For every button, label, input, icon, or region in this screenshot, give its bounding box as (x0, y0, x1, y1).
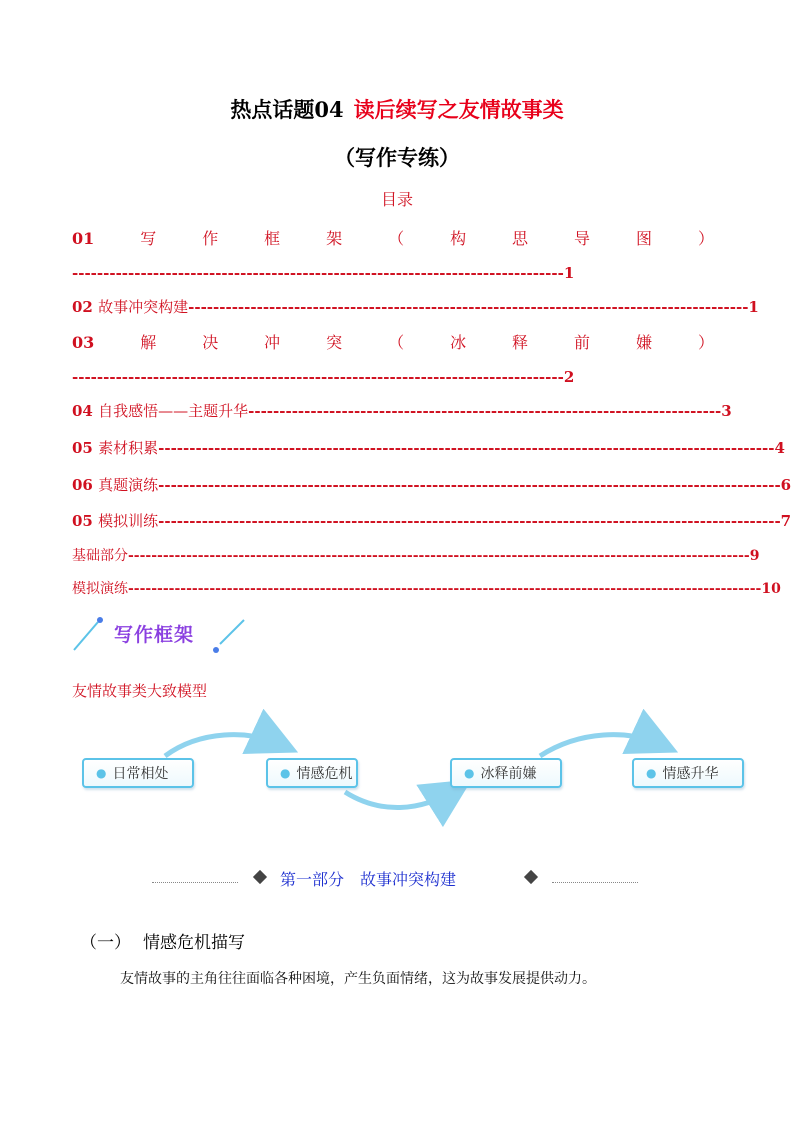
toc-number: 05 (72, 512, 93, 530)
flow-step-label: 冰释前嫌 (480, 766, 537, 782)
toc-char: ） (697, 229, 714, 248)
flow-step-elevate (632, 758, 744, 788)
toc-leader: ----------------------------------------------------------------------------------------------------6 (158, 476, 792, 494)
flow-step-label: 情感升华 (662, 766, 719, 782)
part-divider-left (152, 882, 238, 883)
toc-leader: -------------------------------------------------------------------------------------------------------------10 (128, 581, 781, 597)
toc-char: 冲 (264, 333, 281, 352)
toc-leader: ---------------------------------------------------------------------------------------------------4 (158, 439, 785, 457)
toc-char: 突 (326, 333, 343, 352)
toc-text: 自我感悟——主题升华 (98, 402, 249, 420)
title-prefix: 热点话题04 (230, 97, 344, 122)
toc-leader: ----------------------------------------------------------------------------3 (248, 402, 732, 420)
toc-number: 04 (72, 402, 93, 420)
toc-char: 释 (512, 333, 529, 352)
section-number: （一） (80, 933, 131, 953)
toc-item-03-leader: -------------------------------------------------------------------------------2 (72, 368, 575, 386)
toc-number: 02 (72, 298, 93, 316)
toc-number: 05 (72, 439, 93, 457)
toc-item-mock[interactable] (72, 578, 781, 600)
toc-text: 真题演练 (98, 476, 159, 494)
section-heading (80, 930, 245, 956)
toc-number: 01 (72, 229, 95, 248)
toc-text: 模拟演练 (72, 581, 128, 597)
bullet-icon: ● (280, 766, 291, 780)
section-banner-title: 写作框架 (114, 624, 195, 646)
toc-char: 作 (202, 229, 219, 248)
toc-char: 框 (264, 229, 281, 248)
bullet-icon: ● (646, 766, 657, 780)
toc-char: ） (697, 333, 714, 352)
toc-leader: ----------------------------------------------------------------------------------------------------7 (158, 512, 792, 530)
diamond-icon (524, 870, 538, 884)
toc-char: 嫌 (635, 333, 652, 352)
document-title (0, 94, 794, 126)
toc-item-04[interactable] (72, 400, 732, 422)
toc-text: 基础部分 (72, 548, 128, 564)
toc-number: 06 (72, 476, 93, 494)
toc-text: 故事冲突构建 (98, 298, 189, 316)
toc-text: 素材积累 (98, 439, 159, 457)
diamond-icon (253, 870, 267, 884)
toc-item-07[interactable] (72, 510, 792, 532)
toc-char: 决 (202, 333, 219, 352)
toc-item-basic[interactable] (72, 545, 760, 567)
toc-char: 前 (574, 333, 591, 352)
body-paragraph: 友情故事的主角往往面临各种困境，产生负面情绪，这为故事发展提供动力。 (120, 971, 596, 987)
toc-item-05[interactable] (72, 437, 785, 459)
toc-text: 模拟训练 (98, 512, 159, 530)
toc-char: 写 (140, 229, 157, 248)
arrow-2 (345, 790, 455, 808)
flow-step-reconcile (450, 758, 562, 788)
toc-char: 导 (574, 229, 591, 248)
toc-char: 冰 (450, 333, 467, 352)
bullet-icon: ● (96, 766, 107, 780)
flow-step-label: 日常相处 (112, 766, 169, 782)
toc-char: 架 (326, 229, 343, 248)
toc-item-06[interactable] (72, 474, 792, 496)
toc-char: （ (388, 229, 405, 248)
toc-leader: ------------------------------------------------------------------------------------------1 (188, 298, 759, 316)
flow-step-daily (82, 758, 194, 788)
banner-slash-right (220, 620, 244, 644)
banner-slash-left (74, 622, 98, 650)
document-subtitle: （写作专练） (334, 145, 460, 170)
toc-item-01[interactable] (72, 228, 714, 250)
toc-item-02[interactable] (72, 296, 759, 318)
toc-item-03[interactable] (72, 332, 714, 354)
banner-dot-left (97, 617, 103, 623)
toc-char: 构 (450, 229, 467, 248)
part-heading: 第一部分 故事冲突构建 (280, 870, 457, 889)
toc-char: 思 (512, 229, 529, 248)
bullet-icon: ● (464, 766, 475, 780)
banner-dot-right (213, 647, 219, 653)
flow-step-crisis (266, 758, 358, 788)
title-highlight: 读后续写之友情故事类 (353, 97, 564, 122)
toc-number: 03 (72, 333, 95, 352)
flow-step-label: 情感危机 (296, 766, 353, 782)
toc-char: （ (388, 333, 405, 352)
toc-item-01-leader: -------------------------------------------------------------------------------1 (72, 264, 575, 282)
toc-leader: -----------------------------------------------------------------------------------------------------------9 (128, 548, 760, 564)
toc-char: 解 (140, 333, 157, 352)
arrow-3 (540, 735, 660, 756)
toc-char: 图 (635, 229, 652, 248)
model-label: 友情故事类大致模型 (72, 682, 208, 700)
arrow-1 (165, 735, 280, 756)
toc-heading: 目录 (380, 190, 413, 209)
section-label: 情感危机描写 (143, 933, 245, 953)
part-divider-right (552, 882, 638, 883)
